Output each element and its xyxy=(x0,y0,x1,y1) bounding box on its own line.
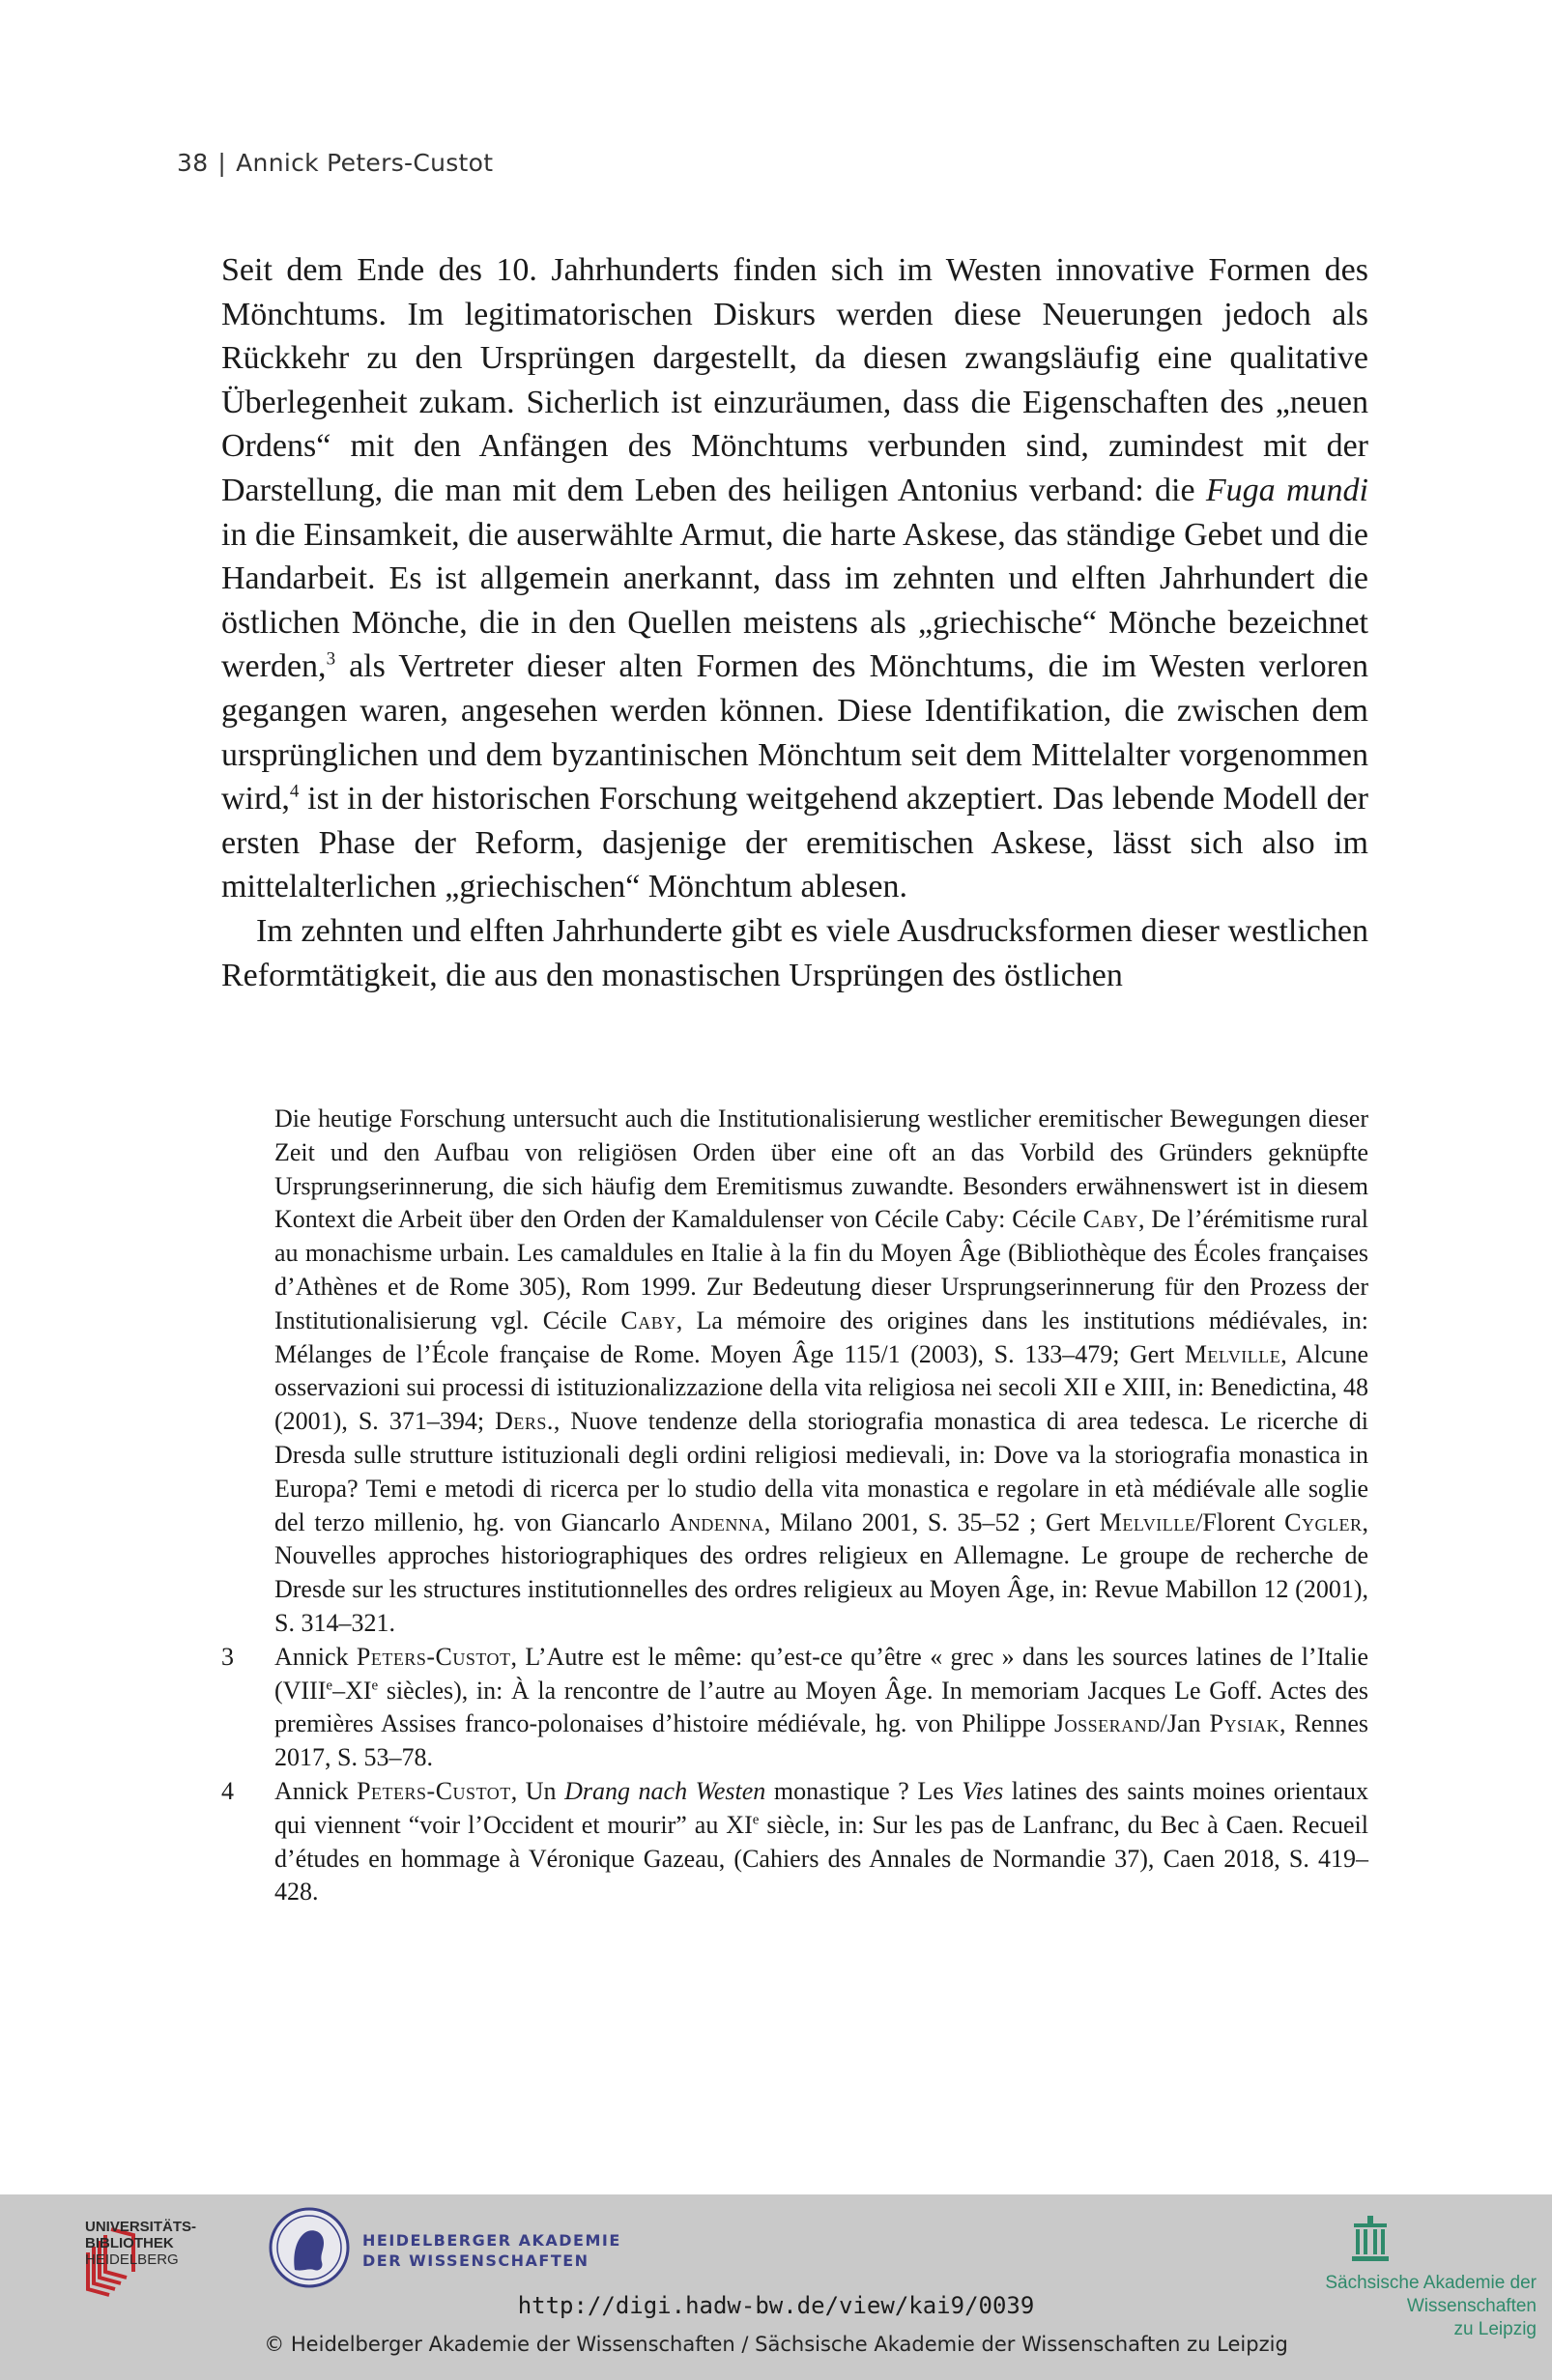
fn-cont-text: /Florent xyxy=(1195,1507,1285,1536)
fn3-text: /Jan xyxy=(1160,1709,1210,1738)
fn-cont-author: Melville xyxy=(1184,1339,1281,1368)
footnote-ref-3[interactable]: 3 xyxy=(326,649,336,671)
footnote-4 xyxy=(221,1775,1368,1909)
fn-cont-author: Ders. xyxy=(495,1407,554,1436)
footnote-number: 3 xyxy=(221,1642,234,1671)
hadw-line-1: HEIDELBERGER AKADEMIE xyxy=(362,2231,621,2250)
fn-cont-author: Andenna xyxy=(669,1507,764,1536)
saw-line-1: Sächsische Akademie der Wissenschaften xyxy=(1325,2273,1537,2316)
fn4-superscript: e xyxy=(752,1812,760,1828)
fn-cont-text: , Alcune osservazioni sui processi di istituzionalizzazione della vita religiosa nei secoli XII e XIII, in: Benedictina, 48 (2001), S. 371–394; xyxy=(274,1339,1368,1436)
footnote-ref-4[interactable]: 4 xyxy=(289,781,300,802)
fn4-text: siècle, in: Sur les pas de Lanfranc, du Bec à Caen. Recueil d’études en hommage à Véronique Gazeau, (Cahiers des Annales de Normandie 37), Caen 2018, S. 419–428. xyxy=(274,1810,1368,1907)
footnote-number: 4 xyxy=(221,1776,234,1805)
footnote-continuation xyxy=(221,1103,1368,1641)
paragraph-1-part-d: ist in der historischen Forschung weitgehend akzeptiert. Das lebende Modell der ersten Phase der Reform, dasjenige der eremitischen Askese, lässt sich also im mittelalterlichen „griechischen“ Mönchtum ablesen. xyxy=(221,781,1368,905)
fn-cont-text: , De l’érémitisme rural au monachisme urbain. Les camaldules en Italie à la fin du Moyen Âge (Bibliothèque des Écoles françaises d’Athènes et de Rome 305), Rom 1999. Zur Bedeutung dieser Ursprungserinnerung für den Prozess der Institutionalisierung vgl. Cécile xyxy=(274,1205,1368,1334)
digitization-footer xyxy=(0,2194,1552,2380)
fn3-text: siècles), in: À la rencontre de l’autre au Moyen Âge. In memoriam Jacques Le Goff. Actes des premières Assises franco-polonaises d’histoire médiévale, hg. von Philippe xyxy=(274,1676,1368,1738)
fn-cont-text: , Milano 2001, S. 35–52 ; Gert xyxy=(763,1507,1100,1536)
fn3-text: , L’Autre est le même: qu’est-ce qu’être « grec » dans les sources latines de l’Italie (VIII xyxy=(274,1642,1368,1705)
footnote-text xyxy=(274,1641,1368,1775)
fn-cont-author: Cygler xyxy=(1284,1507,1363,1536)
paragraph-1 xyxy=(221,248,1368,909)
fn4-italic: Vies xyxy=(962,1776,1004,1805)
hadw-name[interactable] xyxy=(362,2230,621,2271)
fn4-text: monastique ? Les xyxy=(765,1776,963,1805)
ub-line-1: UNIVERSITÄTS- xyxy=(85,2219,197,2235)
fn-cont-author: Caby xyxy=(1082,1205,1138,1234)
ub-heidelberg-name[interactable] xyxy=(85,2219,196,2268)
fn-cont-author: Melville xyxy=(1099,1507,1196,1536)
fn-cont-text: , Nuove tendenze della storiografia monastica di area tedesca. Le ricerche di Dresda sulle strutture istituzionali degli ordini religiosi medievali, in: Dove va la storiografia monastica in Europa? Temi e metodi di ricerca per lo studio della vita monastica e regolare in età médiévale alle soglie del terzo millenio, hg. von Giancarlo xyxy=(274,1407,1368,1536)
running-head-author: Annick Peters-Custot xyxy=(236,149,494,177)
fn4-italic: Drang nach Westen xyxy=(564,1776,766,1805)
hadw-line-2: DER WISSENSCHAFTEN xyxy=(362,2251,589,2270)
footnote-text xyxy=(274,1775,1368,1909)
fn3-text: –XI xyxy=(332,1676,372,1705)
paragraph-1-italic: Fuga mundi xyxy=(1205,472,1368,508)
paragraph-2: Im zehnten und elften Jahrhunderte gibt es viele Ausdrucksformen dieser westlichen Reformtätigkeit, die aus den monastischen Ursprüngen des östlichen xyxy=(221,912,1368,993)
footnotes xyxy=(221,1103,1368,1909)
fn3-superscript: e xyxy=(371,1677,379,1693)
fn3-superscript: e xyxy=(326,1677,333,1693)
permalink-url[interactable]: http://digi.hadw-bw.de/view/kai9/0039 xyxy=(517,2292,1035,2319)
saw-building-icon[interactable] xyxy=(1348,2214,1393,2264)
fn-cont-text: , La mémoire des origines dans les institutions médiévales, in: Mélanges de l’École française de Rome. Moyen Âge 115/1 (2003), S. 133–479; Gert xyxy=(274,1305,1368,1368)
saw-line-2: zu Leipzig xyxy=(1453,2319,1537,2339)
page-number: 38 xyxy=(177,149,209,177)
running-head-separator: | xyxy=(217,149,227,177)
fn3-text: Annick xyxy=(274,1642,357,1671)
fn4-text: latines des saints moines orientaux qui viennent “voir l’Occident et mourir” au XI xyxy=(274,1776,1369,1839)
ub-line-3: HEIDELBERG xyxy=(85,2251,179,2268)
running-head xyxy=(177,149,493,177)
fn-cont-text: Die heutige Forschung untersucht auch die Institutionalisierung westlicher eremitischer Bewegungen dieser Zeit und den Aufbau von religiösen Orden über eine oft an das Vorbild des Gründers geknüpfte Ursprungserinnerung, die sich häufig dem Eremitismus zuwandte. Besonders erwähnenswert ist in diesem Kontext die Arbeit über den Orden der Kamaldulenser von Cécile Caby: Cécile xyxy=(274,1104,1368,1234)
paragraph-1-part-a: Seit dem Ende des 10. Jahrhunderts finden sich im Westen innovative Formen des Mönchtums. Im legitimatorischen Diskurs werden diese Neuerungen jedoch als Rückkehr zu den Ursprüngen dargestellt, da diesen zwangsläufig eine qualitative Überlegenheit zukam. Sicherlich ist einzuräumen, dass die Eigenschaften des „neuen Ordens“ mit den Anfängen des Mönchtums verbunden sind, zumindest mit der Darstellung, die man mit dem Leben des heiligen Antonius verband: die xyxy=(221,252,1368,508)
paragraph-1-part-b: in die Einsamkeit, die auserwählte Armut, die harte Askese, das ständige Gebet und die Handarbeit. Es ist allgemein anerkannt, dass im zehnten und elften Jahrhundert die östlichen Mönche, die in den Quellen meistens als „griechische“ Mönche bezeichnet werden, xyxy=(221,516,1368,685)
fn3-author: Pysiak xyxy=(1209,1709,1279,1738)
fn4-text: Annick xyxy=(274,1776,358,1805)
footnote-3 xyxy=(221,1641,1368,1775)
fn3-text: , Rennes 2017, S. 53–78. xyxy=(274,1709,1368,1772)
fn4-author: Peters-Custot xyxy=(357,1776,511,1805)
fn-cont-author: Caby xyxy=(620,1305,676,1334)
fn3-author: Josserand xyxy=(1053,1709,1161,1738)
hadw-seal-icon[interactable] xyxy=(266,2204,353,2291)
fn-cont-text: , Nouvelles approches historiographiques des ordres religieux en Allemagne. Le groupe de recherche de Dresde sur les structures institutionnelles des ordres religieux au Moyen Âge, in: Revue Mabillon 12 (2001), S. 314–321. xyxy=(274,1507,1368,1637)
ub-line-2: BIBLIOTHEK xyxy=(85,2235,174,2251)
fn4-text: , Un xyxy=(510,1776,565,1805)
paragraph-1-part-c: als Vertreter dieser alten Formen des Mönchtums, die im Westen verloren gegangen waren, angesehen werden können. Diese Identifikation, die zwischen dem ursprünglichen und dem byzantinischen Mönchtum seit dem Mittelalter vorgenommen wird, xyxy=(221,648,1368,817)
fn3-author: Peters-Custot xyxy=(356,1642,511,1671)
copyright-notice: © Heidelberger Akademie der Wissenschaften / Sächsische Akademie der Wissenschaften zu Leipzig xyxy=(264,2333,1288,2356)
main-text xyxy=(221,248,1368,997)
